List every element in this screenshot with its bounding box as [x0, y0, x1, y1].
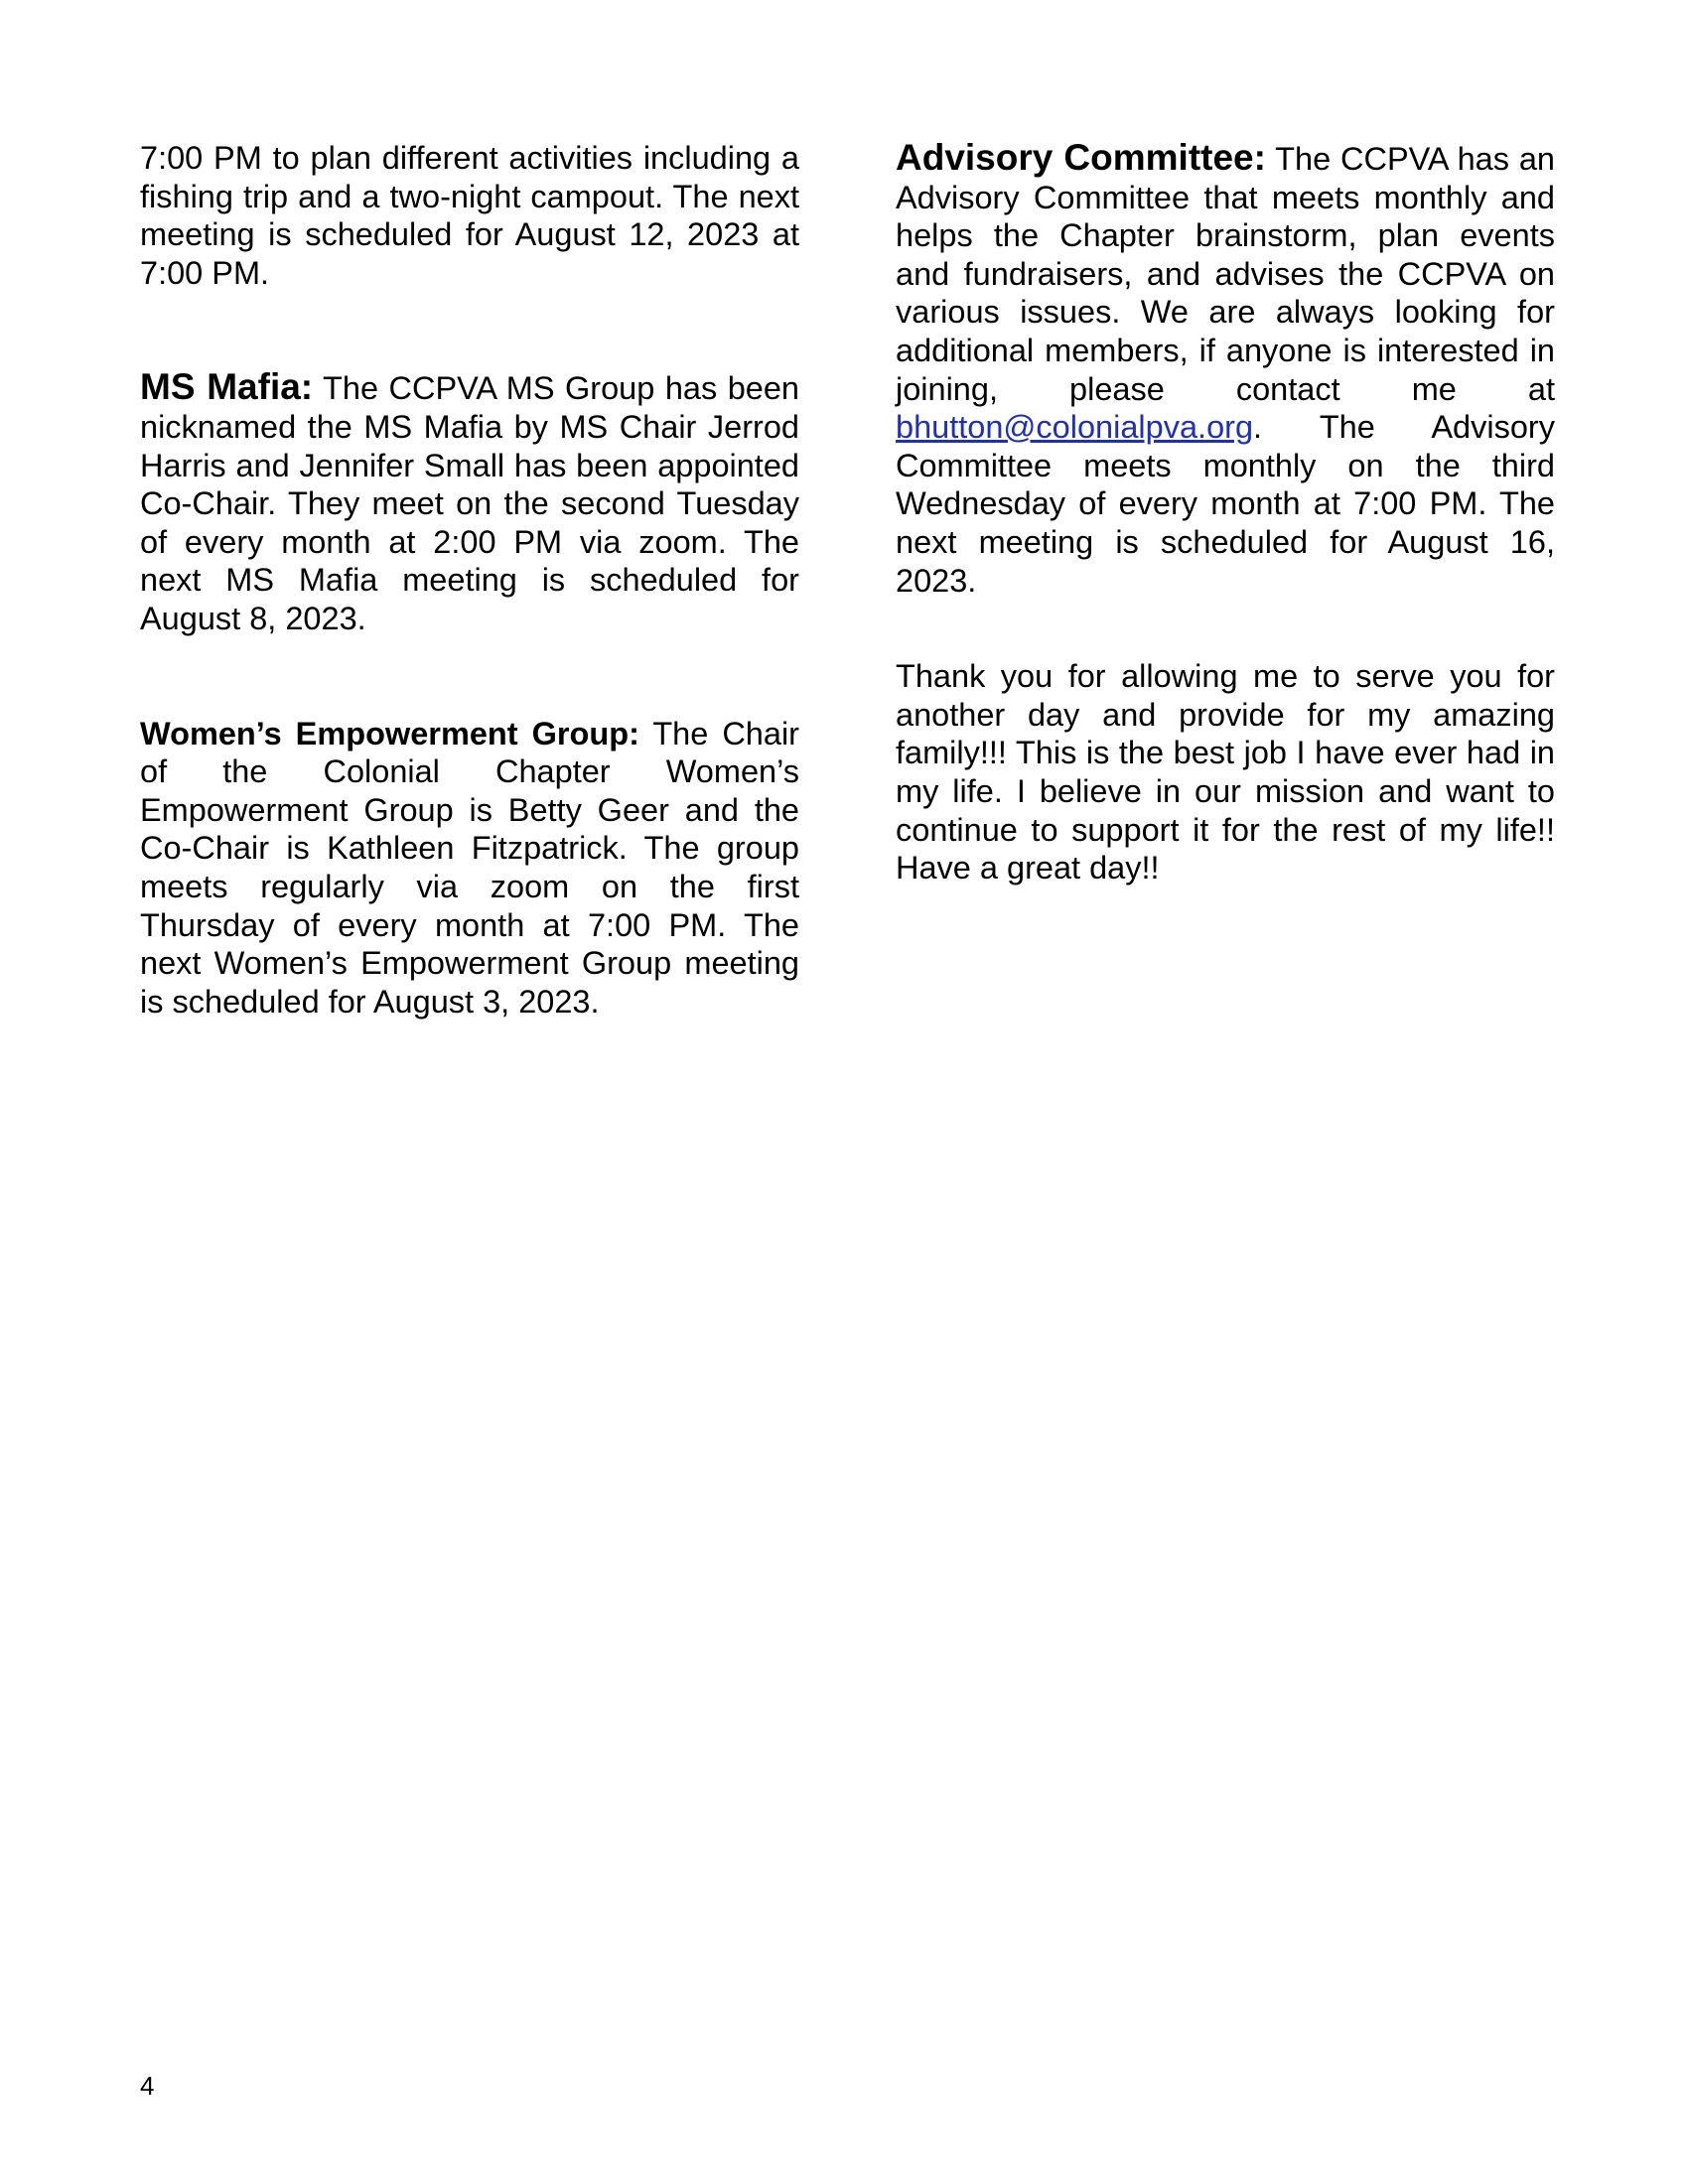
- right-column: [896, 139, 1555, 887]
- womens-group-text: The Chair of the Colonial Chapter Women’s Empowerment Group is Betty Geer and the Co-Chair is Kathleen Fitzpatrick. The group meets regularly via zoom on the first Thursday of every month at 7:00 PM. The next Women’s Empowerment Group meeting is scheduled for August 3, 2023.: [140, 715, 799, 1020]
- email-link[interactable]: bhutton@colonialpva.org: [896, 409, 1254, 446]
- ms-mafia-heading: MS Mafia:: [140, 366, 314, 408]
- paragraph-spacer: [140, 292, 799, 368]
- closing-paragraph: Thank you for allowing me to serve you for another day and provide for my amazing family!!! This is the best job I have ever had in my life. I believe in our mission and want to continue to support it for the rest of my life!! Have a great day!!: [896, 658, 1555, 887]
- paragraph-spacer: [140, 638, 799, 715]
- page-number: 4: [140, 2071, 155, 2101]
- advisory-text-before: The CCPVA has an Advisory Committee that meets monthly and helps the Chapter brainstorm, plan events and fundraisers, and advises the CCPVA on various issues. We are always looking for additional members, if anyone is interested in joining, please contact me at: [896, 141, 1555, 407]
- ms-mafia-text: The CCPVA MS Group has been nicknamed the MS Mafia by MS Chair Jerrod Harris and Jennifer Small has been appointed Co-Chair. They meet on the second Tuesday of every month at 2:00 PM via zoom. The next MS Mafia meeting is scheduled for August 8, 2023.: [140, 370, 799, 636]
- left-column: [140, 139, 799, 1021]
- womens-group-heading: Women’s Empowerment Group:: [140, 715, 639, 751]
- advisory-paragraph: [896, 139, 1555, 600]
- ms-mafia-paragraph: [140, 368, 799, 637]
- paragraph-spacer: [896, 600, 1555, 657]
- womens-group-paragraph: [140, 715, 799, 1022]
- intro-paragraph: 7:00 PM to plan different activities including a fishing trip and a two-night campout. The next meeting is scheduled for August 12, 2023 at 7:00 PM.: [140, 140, 799, 291]
- advisory-heading: Advisory Committee:: [896, 137, 1266, 178]
- advisory-text-after: . The Advisory Committee meets monthly on the third Wednesday of every month at 7:00 PM. The next meeting is scheduled for August 16, 2023.: [896, 409, 1555, 599]
